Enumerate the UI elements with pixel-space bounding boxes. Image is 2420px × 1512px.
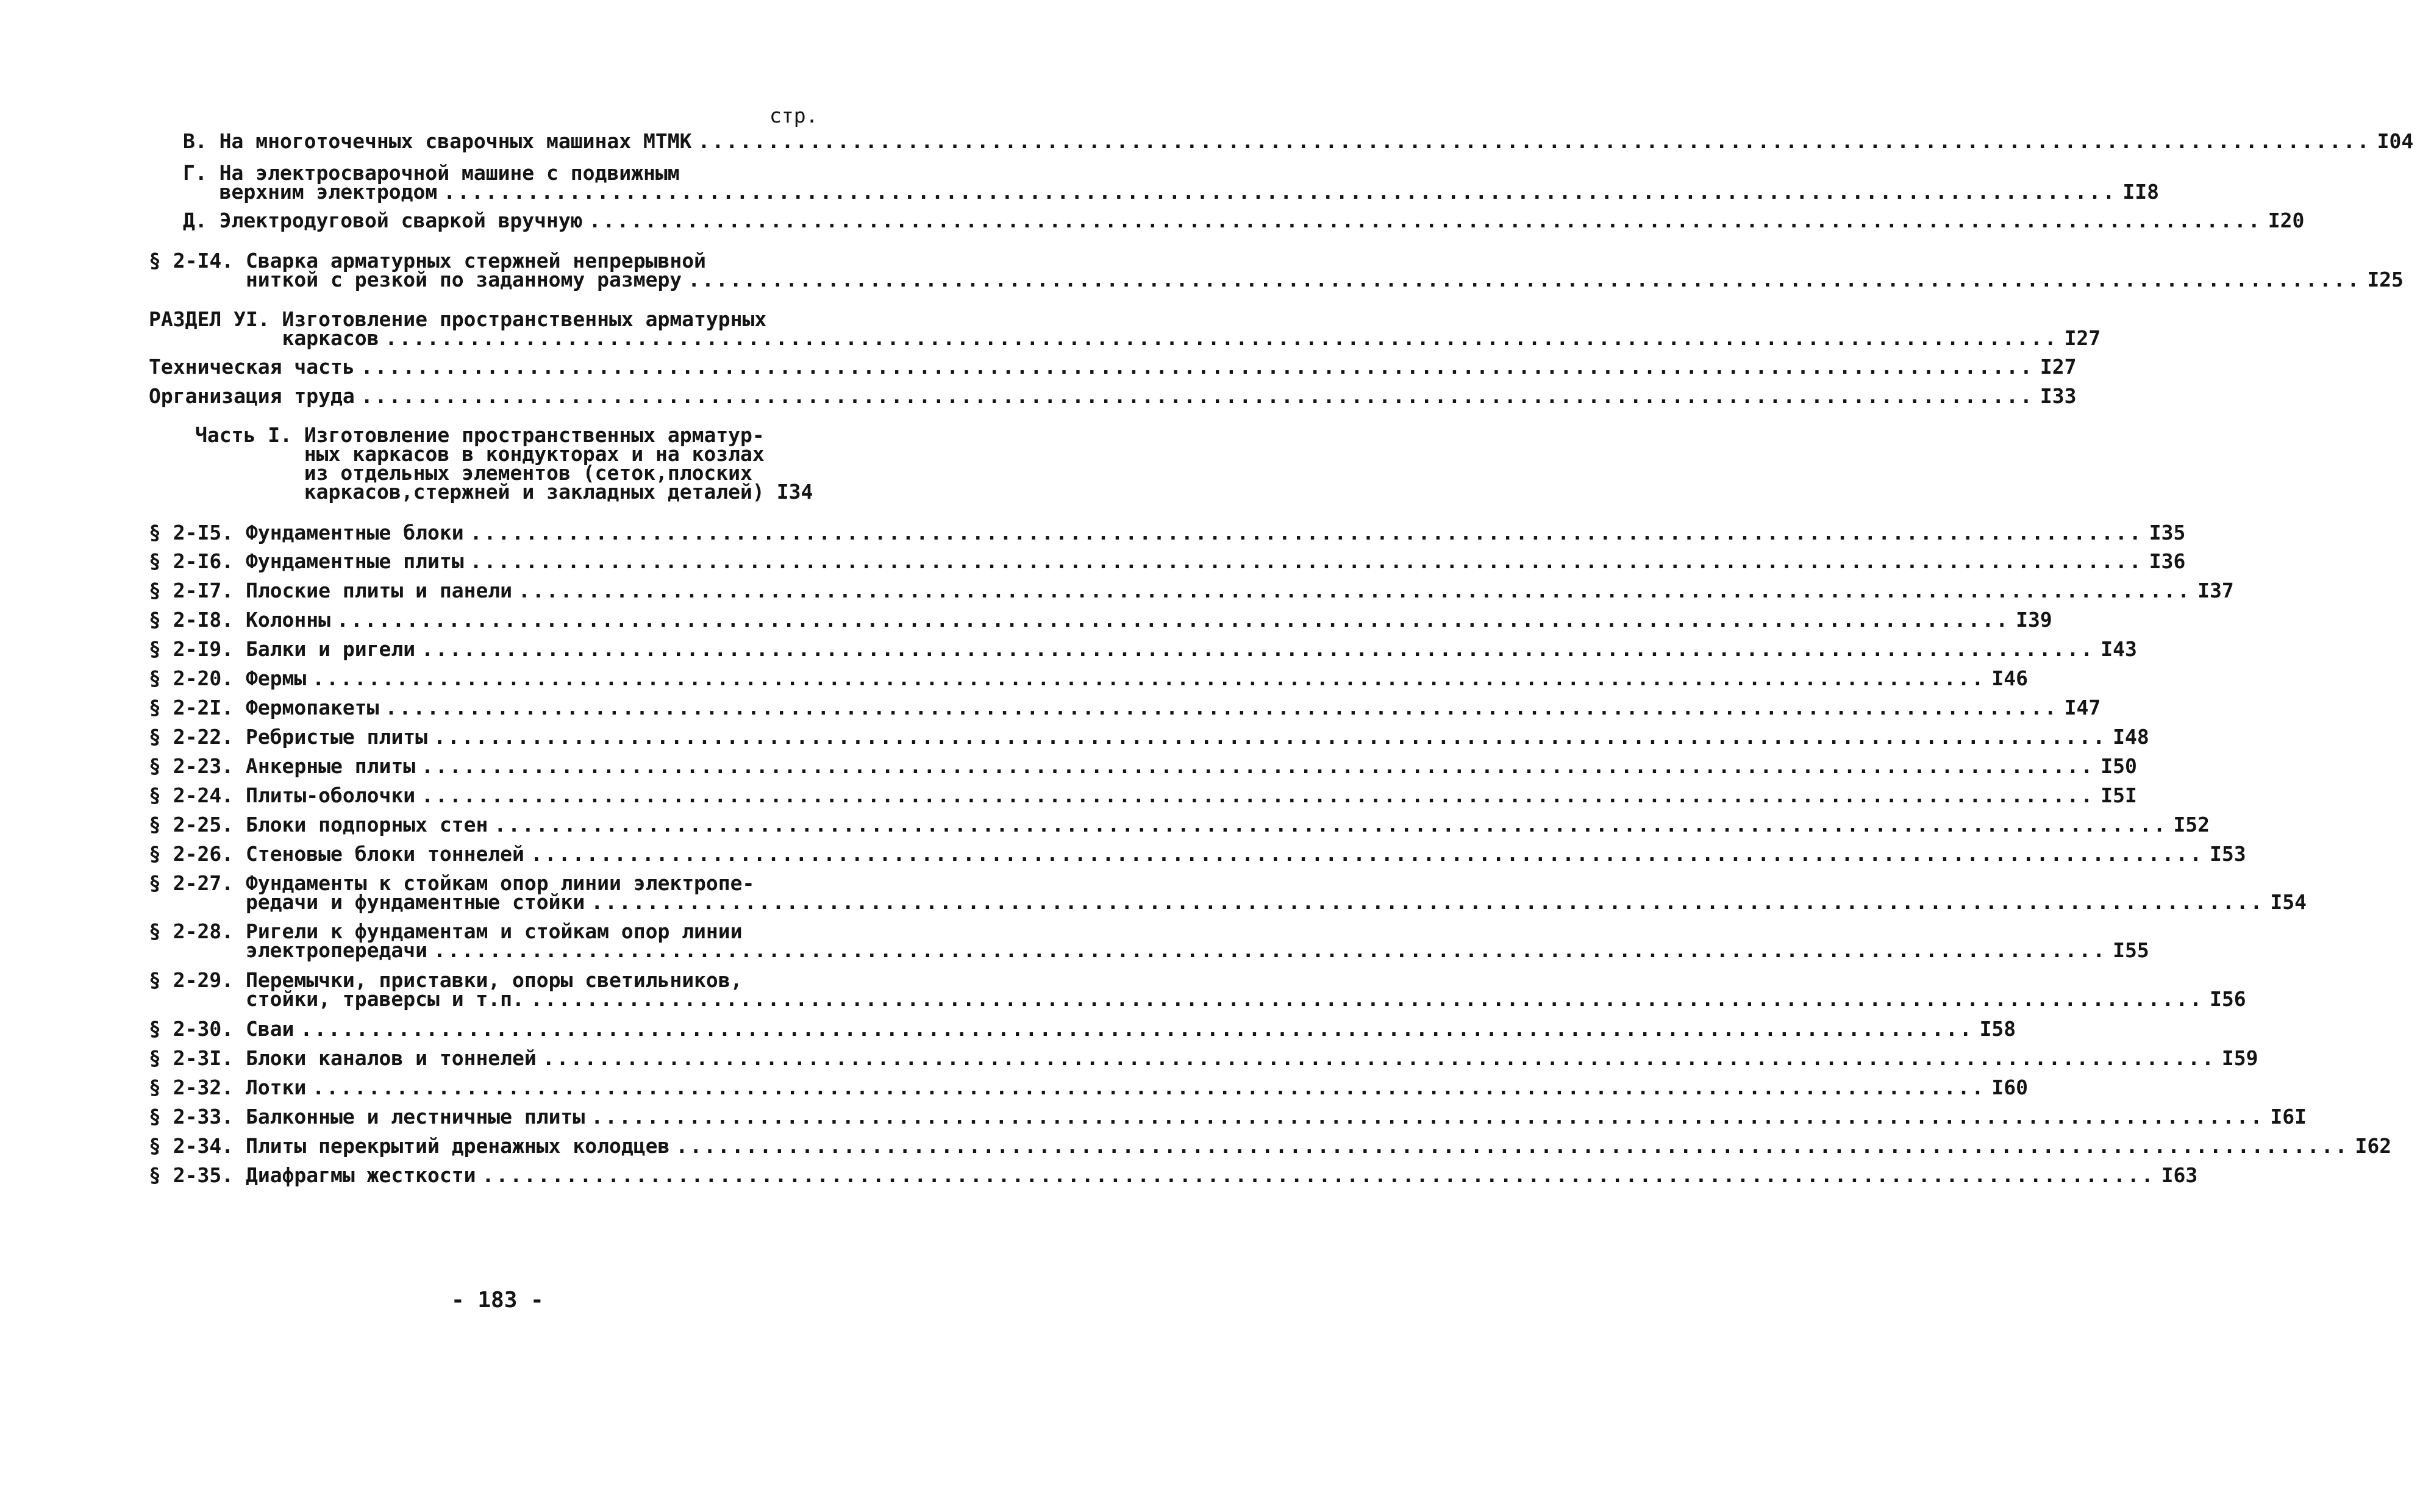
page-column-header: стр. <box>769 104 818 127</box>
toc-entry <box>149 919 2149 962</box>
toc-entry-number: § 2-23. <box>149 754 246 778</box>
toc-entry-last-line <box>149 725 2149 749</box>
toc-entry-title: Плиты-оболочки <box>245 783 416 807</box>
toc-page-number: I56 <box>2210 987 2246 1011</box>
toc-entry <box>183 161 2159 204</box>
toc-page-number: I33 <box>2040 384 2077 408</box>
toc-entry-title: электропередачи <box>245 938 427 962</box>
toc-page-number: I59 <box>2221 1046 2258 1070</box>
toc-entry <box>149 783 2137 807</box>
toc-page-number: I52 <box>2173 813 2210 836</box>
dot-leader: ........................................................................................................................ <box>433 938 2107 962</box>
toc-entry <box>183 129 2414 153</box>
toc-page-number: I27 <box>2040 355 2077 379</box>
toc-entry-title: верхним электродом <box>219 180 438 204</box>
toc-entry-number: § 2-27. <box>149 871 246 895</box>
dot-leader: ........................................................................................................................ <box>518 579 2192 602</box>
toc-entry-title: каркасов,стержней и закладных деталей) <box>304 480 765 504</box>
toc-entry-number: § 2-2I. <box>149 696 246 719</box>
dot-leader: ........................................................................................................................ <box>360 355 2034 379</box>
toc-entry-title: ниткой с резкой по заданному размеру <box>245 268 682 291</box>
toc-entry-title: Балки и ригели <box>245 637 416 661</box>
toc-entry-number: § 2-32. <box>149 1075 246 1099</box>
dot-leader: ........................................................................................................................ <box>698 129 2371 153</box>
toc-entry <box>149 637 2137 661</box>
dot-leader: ........................................................................................................................ <box>300 1017 1974 1041</box>
toc-entry-number: § 2-25. <box>149 813 246 836</box>
toc-entry-number: § 2-34. <box>149 1134 246 1158</box>
toc-entry-number: Г. <box>183 161 220 185</box>
toc-entry-title: Балконные и лестничные плиты <box>245 1105 585 1129</box>
toc-page-number: I34 <box>776 480 813 504</box>
dot-leader: ........................................................................................................................ <box>588 209 2262 232</box>
toc-entry <box>149 725 2149 749</box>
toc-entry-last-line <box>149 326 2101 350</box>
toc-entry-number: РАЗДЕЛ УI. <box>149 307 282 331</box>
toc-entry <box>149 1075 2029 1099</box>
toc-entry-title: Фермопакеты <box>245 696 379 719</box>
dot-leader: ........................................................................................................................ <box>591 1105 2265 1129</box>
toc-entry <box>149 842 2246 866</box>
toc-entry-number: § 2-29. <box>149 968 246 992</box>
toc-entry-number: § 2-I4. <box>149 249 246 273</box>
toc-entry-last-line <box>149 384 2077 408</box>
dot-leader: ........................................................................................................................ <box>385 326 2058 350</box>
toc-entry-title: Фермы <box>245 666 307 690</box>
toc-entry-title: Сваи <box>245 1017 294 1041</box>
toc-entry-number: § 2-20. <box>149 666 246 690</box>
toc-entry <box>149 696 2101 719</box>
toc-entry <box>149 307 2101 350</box>
toc-entry-title: Плиты перекрытий дренажных колодцев <box>245 1134 670 1158</box>
toc-entry-text: Изготовление пространственных арматур- <box>304 423 765 447</box>
toc-entry-number: § 2-I6. <box>149 549 246 573</box>
toc-entry-text: Сварка арматурных стержней непрерывной <box>245 249 706 273</box>
toc-entry-last-line <box>149 1163 2198 1187</box>
toc-entry-title: стойки, траверсы и т.п. <box>245 987 524 1011</box>
toc-entry-last-line <box>149 1017 2016 1041</box>
toc-entry-last-line <box>149 1075 2029 1099</box>
toc-entry-last-line <box>149 666 2029 690</box>
dot-leader: ........................................................................................................................ <box>688 268 2361 291</box>
toc-entry <box>149 968 2246 1011</box>
toc-entry-last-line <box>149 1046 2258 1070</box>
toc-entry-title: каркасов <box>282 326 379 350</box>
toc-entry <box>149 754 2137 778</box>
toc-entry-last-line <box>149 783 2137 807</box>
toc-entry-text: Фундаменты к стойкам опор линии электропе- <box>245 871 755 895</box>
toc-entry-text: На электросварочной машине с подвижным <box>219 161 680 185</box>
toc-page-number: I53 <box>2210 842 2246 866</box>
dot-leader: ........................................................................................................................ <box>385 696 2058 719</box>
dot-leader: ........................................................................................................................ <box>542 1046 2216 1070</box>
toc-page-number: I39 <box>2016 608 2052 632</box>
toc-entry-text: Перемычки, приставки, опоры светильников, <box>245 968 743 992</box>
toc-page-number: I60 <box>1991 1075 2029 1099</box>
dot-leader: ........................................................................................................................ <box>482 1163 2155 1187</box>
toc-entry-last-line <box>149 637 2137 661</box>
dot-leader: ........................................................................................................................ <box>443 180 2117 204</box>
toc-page-number: I35 <box>2149 521 2186 544</box>
toc-entry-last-line <box>149 355 2077 379</box>
toc-page-number: I47 <box>2064 696 2101 719</box>
toc-page-number: I5I <box>2101 783 2137 807</box>
toc-entry <box>149 1105 2307 1129</box>
page-number: - 183 - <box>451 1288 544 1313</box>
dot-leader: ........................................................................................................................ <box>469 549 2143 573</box>
toc-entry-number: § 2-24. <box>149 783 246 807</box>
toc-entry-number: § 2-3I. <box>149 1046 246 1070</box>
toc-page-number: I43 <box>2101 637 2137 661</box>
toc-entry-number: § 2-I8. <box>149 608 246 632</box>
toc-entry <box>149 1163 2198 1187</box>
dot-leader: ........................................................................................................................ <box>494 813 2168 836</box>
toc-entry-title: Организация труда <box>149 384 355 408</box>
toc-entry <box>149 666 2029 690</box>
toc-entry <box>149 579 2234 602</box>
dot-leader: ........................................................................................................................ <box>312 666 1986 690</box>
toc-entry <box>149 813 2210 836</box>
toc-entry-number: Д. <box>183 209 220 232</box>
toc-entry <box>149 249 2404 291</box>
toc-entry <box>149 871 2307 914</box>
dot-leader: ........................................................................................................................ <box>312 1075 1986 1099</box>
dot-leader: ........................................................................................................................ <box>676 1134 2349 1158</box>
toc-page-number: I54 <box>2270 890 2307 914</box>
toc-entry-number: § 2-35. <box>149 1163 246 1187</box>
toc-entry-title: Анкерные плиты <box>245 754 416 778</box>
toc-entry-last-line <box>149 549 2186 573</box>
toc-page-number: I48 <box>2113 725 2149 749</box>
toc-entry-text: Изготовление пространственных арматурных <box>282 307 767 331</box>
dot-leader: ........................................................................................................................ <box>530 842 2204 866</box>
toc-page-number: II8 <box>2122 180 2159 204</box>
toc-entry-title: Блоки каналов и тоннелей <box>245 1046 537 1070</box>
toc-entry-last-line <box>149 579 2234 602</box>
toc-page-number: I25 <box>2367 268 2404 291</box>
toc-entry-title: На многоточечных сварочных машинах МТМК <box>219 129 692 153</box>
toc-page-number: I62 <box>2355 1134 2392 1158</box>
toc-entry-title: Колонны <box>245 608 331 632</box>
toc-page-number: I20 <box>2268 209 2305 232</box>
toc-entry <box>149 608 2052 632</box>
toc-entry-title: Стеновые блоки тоннелей <box>245 842 524 866</box>
toc-page-number: I58 <box>1979 1017 2016 1041</box>
toc-entry-last-line <box>195 480 817 504</box>
toc-entry <box>149 355 2077 379</box>
toc-entry <box>149 1134 2392 1158</box>
toc-entry <box>195 423 817 504</box>
toc-entry-number: § 2-I7. <box>149 579 246 602</box>
toc-entry-number: § 2-22. <box>149 725 246 749</box>
toc-entry-last-line <box>149 890 2307 914</box>
toc-page-number: I04 <box>2377 129 2414 153</box>
toc-entry-number: § 2-I5. <box>149 521 246 544</box>
dot-leader: ........................................................................................................................ <box>469 521 2143 544</box>
toc-entry-line: ных каркасов в кондукторах и на козлах <box>304 442 765 466</box>
toc-entry-last-line <box>149 938 2149 962</box>
dot-leader: ........................................................................................................................ <box>591 890 2265 914</box>
toc-entry-number: § 2-33. <box>149 1105 246 1129</box>
toc-entry-last-line <box>149 842 2246 866</box>
toc-page-number: I36 <box>2149 549 2186 573</box>
toc-entry-title: Плоские плиты и панели <box>245 579 513 602</box>
toc-entry-number: § 2-I9. <box>149 637 246 661</box>
dot-leader: ........................................................................................................................ <box>530 987 2204 1011</box>
toc-entry-title: Фундаментные плиты <box>245 549 464 573</box>
toc-entry <box>149 1046 2258 1070</box>
toc-entry-title: Техническая часть <box>149 355 355 379</box>
toc-entry-number: Часть I. <box>195 423 304 447</box>
toc-entry-last-line <box>149 754 2137 778</box>
toc-entry-last-line <box>149 1134 2392 1158</box>
toc-entry-last-line <box>149 987 2246 1011</box>
toc-page-number: I37 <box>2197 579 2234 602</box>
toc-entry-number: § 2-28. <box>149 919 246 943</box>
toc-entry-title: Лотки <box>245 1075 307 1099</box>
toc-entry-title: Блоки подпорных стен <box>245 813 488 836</box>
toc-entry-title: редачи и фундаментные стойки <box>245 890 585 914</box>
toc-entry-title: Диафрагмы жесткости <box>245 1163 476 1187</box>
toc-entry <box>149 1017 2016 1041</box>
dot-leader: ........................................................................................................................ <box>421 637 2095 661</box>
toc-entry <box>149 521 2186 544</box>
toc-page-number: I6I <box>2270 1105 2307 1129</box>
toc-entry <box>183 209 2305 232</box>
toc-page-number: I46 <box>1991 666 2029 690</box>
toc-entry-text: Ригели к фундаментам и стойкам опор линии <box>245 919 743 943</box>
toc-entry-title: Электродуговой сваркой вручную <box>219 209 583 232</box>
toc-entry-last-line <box>149 1105 2307 1129</box>
toc-entry-last-line <box>149 813 2210 836</box>
toc-entry-last-line <box>183 209 2305 232</box>
toc-entry-last-line <box>149 521 2186 544</box>
toc-entry-line: из отдельных элементов (сеток,плоских <box>304 461 752 485</box>
dot-leader: ........................................................................................................................ <box>421 783 2095 807</box>
dot-leader: ........................................................................................................................ <box>360 384 2034 408</box>
dot-leader: ........................................................................................................................ <box>421 754 2095 778</box>
toc-entry-last-line <box>183 129 2414 153</box>
toc-entry-number: § 2-26. <box>149 842 246 866</box>
toc-page-number: I63 <box>2161 1163 2198 1187</box>
toc-page-number: I50 <box>2101 754 2137 778</box>
toc-entry-number: В. <box>183 129 220 153</box>
toc-page-number: I55 <box>2113 938 2149 962</box>
dot-leader: ........................................................................................................................ <box>433 725 2107 749</box>
toc-entry-last-line <box>149 268 2404 291</box>
toc-entry-title: Ребристые плиты <box>245 725 427 749</box>
dot-leader: ........................................................................................................................ <box>337 608 2010 632</box>
toc-entry-number: § 2-30. <box>149 1017 246 1041</box>
toc-entry-last-line <box>149 608 2052 632</box>
toc-entry-last-line <box>183 180 2159 204</box>
toc-page-number: I27 <box>2064 326 2101 350</box>
toc-entry-last-line <box>149 696 2101 719</box>
toc-entry <box>149 549 2186 573</box>
toc-entry-title: Фундаментные блоки <box>245 521 464 544</box>
toc-entry <box>149 384 2077 408</box>
